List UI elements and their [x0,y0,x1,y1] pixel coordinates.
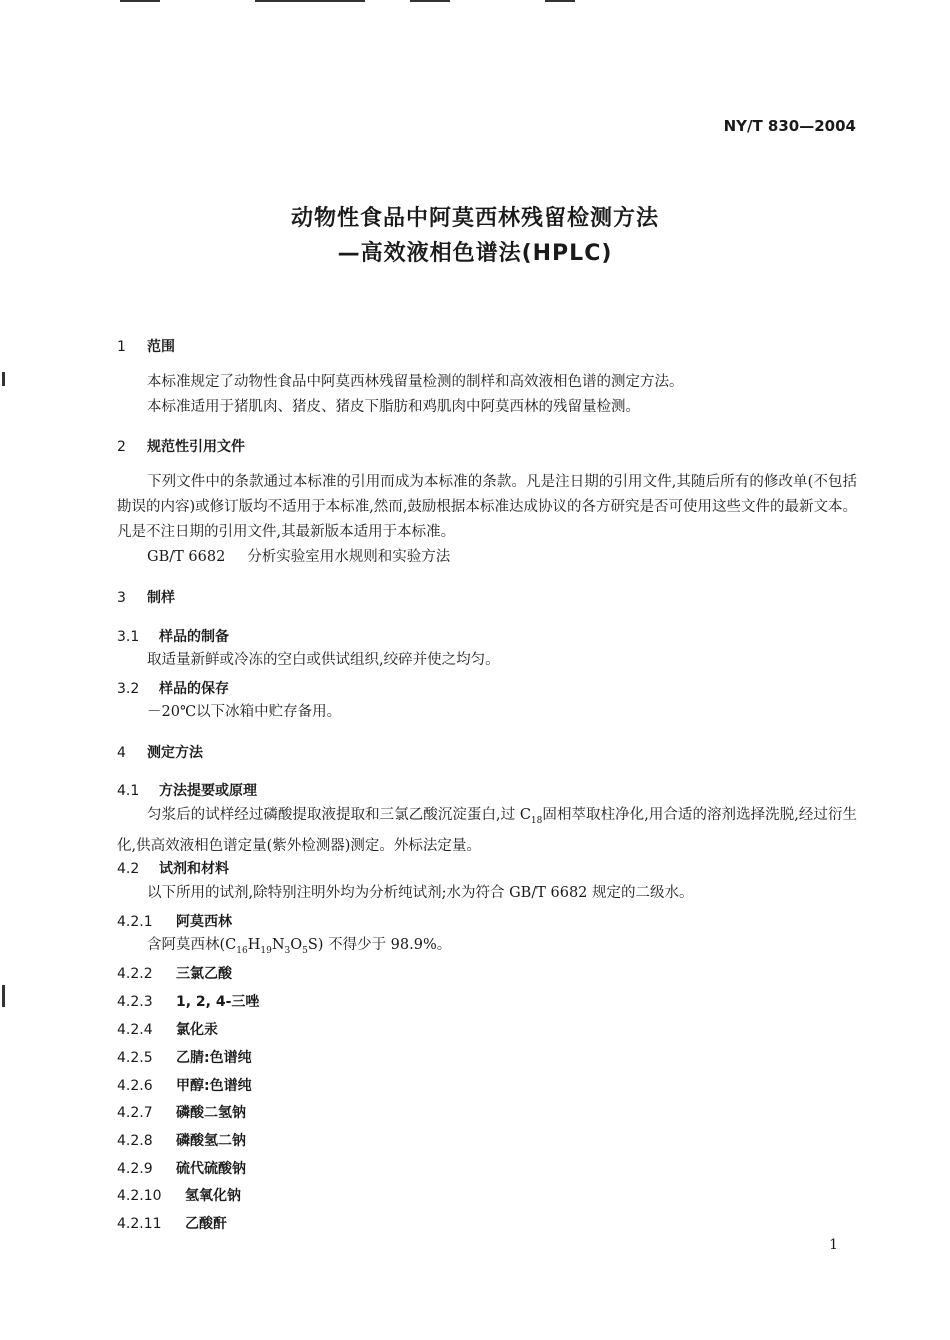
section-title: 测定方法 [147,745,203,761]
subscript: 3 [284,945,291,956]
section-title: 范围 [147,339,175,355]
subscript: 18 [530,815,543,826]
paragraph [117,803,857,859]
page-number: 1 [829,1237,838,1253]
scan-artifact-left [2,985,5,1007]
formula-text: O [290,937,303,953]
reagent-number: 4.2.10 [117,1188,162,1204]
subsection-number: 4.2.1 [117,914,153,930]
reagent-name: 三氯乙酸 [176,966,232,982]
reagent-item [117,991,259,1011]
reagent-name: 1, 2, 4-三唑 [176,994,260,1010]
paragraph [147,933,451,964]
reagent-item [117,1102,246,1122]
subscript: 19 [260,945,272,956]
reagent-number: 4.2.3 [117,994,153,1010]
reagent-name: 硫代硫酸钠 [176,1161,246,1177]
reagent-number: 4.2.11 [117,1216,162,1232]
reagent-name: 乙腈:色谱纯 [176,1050,252,1066]
reagent-number: 4.2.5 [117,1050,153,1066]
scan-artifact-top [410,0,450,2]
paragraph-text: 固相萃取柱净化,用合适的溶剂选择洗脱,经过衍生化,供高效液相色谱定量(紫外检测器)测定。外标法定量。 [117,807,858,854]
formula-text: N [271,937,285,953]
reagent-number: 4.2.2 [117,966,153,982]
section-heading-3 [117,587,175,607]
scan-artifact-top [120,0,160,2]
subsection-number: 4.1 [117,783,140,799]
reagent-item [117,1047,252,1067]
reagent-number: 4.2.6 [117,1078,153,1094]
reference-code: GB/T 6682 [147,549,226,565]
subsection-number: 3.1 [117,629,140,645]
scan-artifact-left [2,372,5,386]
section-heading-1 [117,336,175,356]
subscript: 5 [302,945,308,956]
document-title: 动物性食品中阿莫西林残留检测方法 [290,206,659,231]
standard-code: NY/T 830—2004 [723,117,856,135]
subsection-heading-3-2 [117,678,229,698]
reagent-item [117,1185,241,1205]
formula-text: S) 不得少于 98.9%。 [307,937,452,953]
section-heading-4 [117,742,203,762]
subsection-title: 阿莫西林 [176,914,232,930]
reagent-name: 氯化汞 [176,1022,218,1038]
normative-reference [147,545,450,570]
reagent-item [117,1019,218,1039]
reference-title: 分析实验室用水规则和实验方法 [247,549,451,565]
subsection-number: 3.2 [117,681,140,697]
reagent-number: 4.2.8 [117,1133,153,1149]
paragraph: 本标准规定了动物性食品中阿莫西林残留量检测的制样和高效液相色谱的测定方法。 [147,374,684,390]
section-number: 3 [117,590,126,606]
paragraph: 本标准适用于猪肌肉、猪皮、猪皮下脂肪和鸡肌肉中阿莫西林的残留量检测。 [147,399,640,415]
subsection-title: 试剂和材料 [159,861,229,877]
paragraph: 以下所用的试剂,除特别注明外均为分析纯试剂;水为符合 GB/T 6682 规定的二级水。 [147,885,694,901]
reagent-name: 甲醇:色谱纯 [176,1078,252,1094]
reagent-item [117,1130,246,1150]
reagent-item [117,963,232,983]
paragraph [117,470,857,545]
document-subtitle: —高效液相色谱法(HPLC) [337,241,613,266]
paragraph: －20℃以下冰箱中贮存备用。 [147,704,342,720]
subsection-number: 4.2 [117,861,140,877]
subsection-heading-4-2 [117,858,229,878]
reagent-item [117,1075,252,1095]
reagent-number: 4.2.7 [117,1105,153,1121]
subsection-title: 样品的制备 [159,629,229,645]
subsection-title: 方法提要或原理 [159,783,257,799]
paragraph: 取适量新鲜或冷冻的空白或供试组织,绞碎并使之均匀。 [147,652,500,668]
reagent-item [117,1213,227,1233]
formula-text: 含阿莫西林(C [147,937,237,953]
subsection-heading-3-1 [117,626,229,646]
paragraph-text: 匀浆后的试样经过磷酸提取液提取和三氯乙酸沉淀蛋白,过 C [147,807,531,823]
reagent-item [117,1158,246,1178]
subsection-title: 样品的保存 [159,681,229,697]
reagent-name: 磷酸二氢钠 [176,1105,246,1121]
reagent-name: 氢氧化钠 [185,1188,241,1204]
reagent-number: 4.2.4 [117,1022,153,1038]
section-title: 制样 [147,590,175,606]
section-number: 4 [117,745,126,761]
formula-text: H [247,937,261,953]
reagent-name: 磷酸氢二钠 [176,1133,246,1149]
scan-artifact-top [545,0,575,2]
paragraph-text: 下列文件中的条款通过本标准的引用而成为本标准的条款。凡是注日期的引用文件,其随后所有的修改单(不包括勘误的内容)或修订版均不适用于本标准,然而,鼓励根据本标准达成协议的各方研究是否可使用这些文件的最新文本。凡是不注日期的引用文件,其最新版本适用于本标准。 [117,474,857,540]
section-heading-2 [117,436,245,456]
subscript: 16 [236,945,248,956]
subsection-heading-4-2-1 [117,911,232,931]
scan-artifact-top [255,0,365,2]
section-number: 2 [117,439,126,455]
subsection-heading-4-1 [117,780,257,800]
reagent-number: 4.2.9 [117,1161,153,1177]
section-number: 1 [117,339,126,355]
section-title: 规范性引用文件 [147,439,245,455]
reagent-name: 乙酸酐 [185,1216,227,1232]
